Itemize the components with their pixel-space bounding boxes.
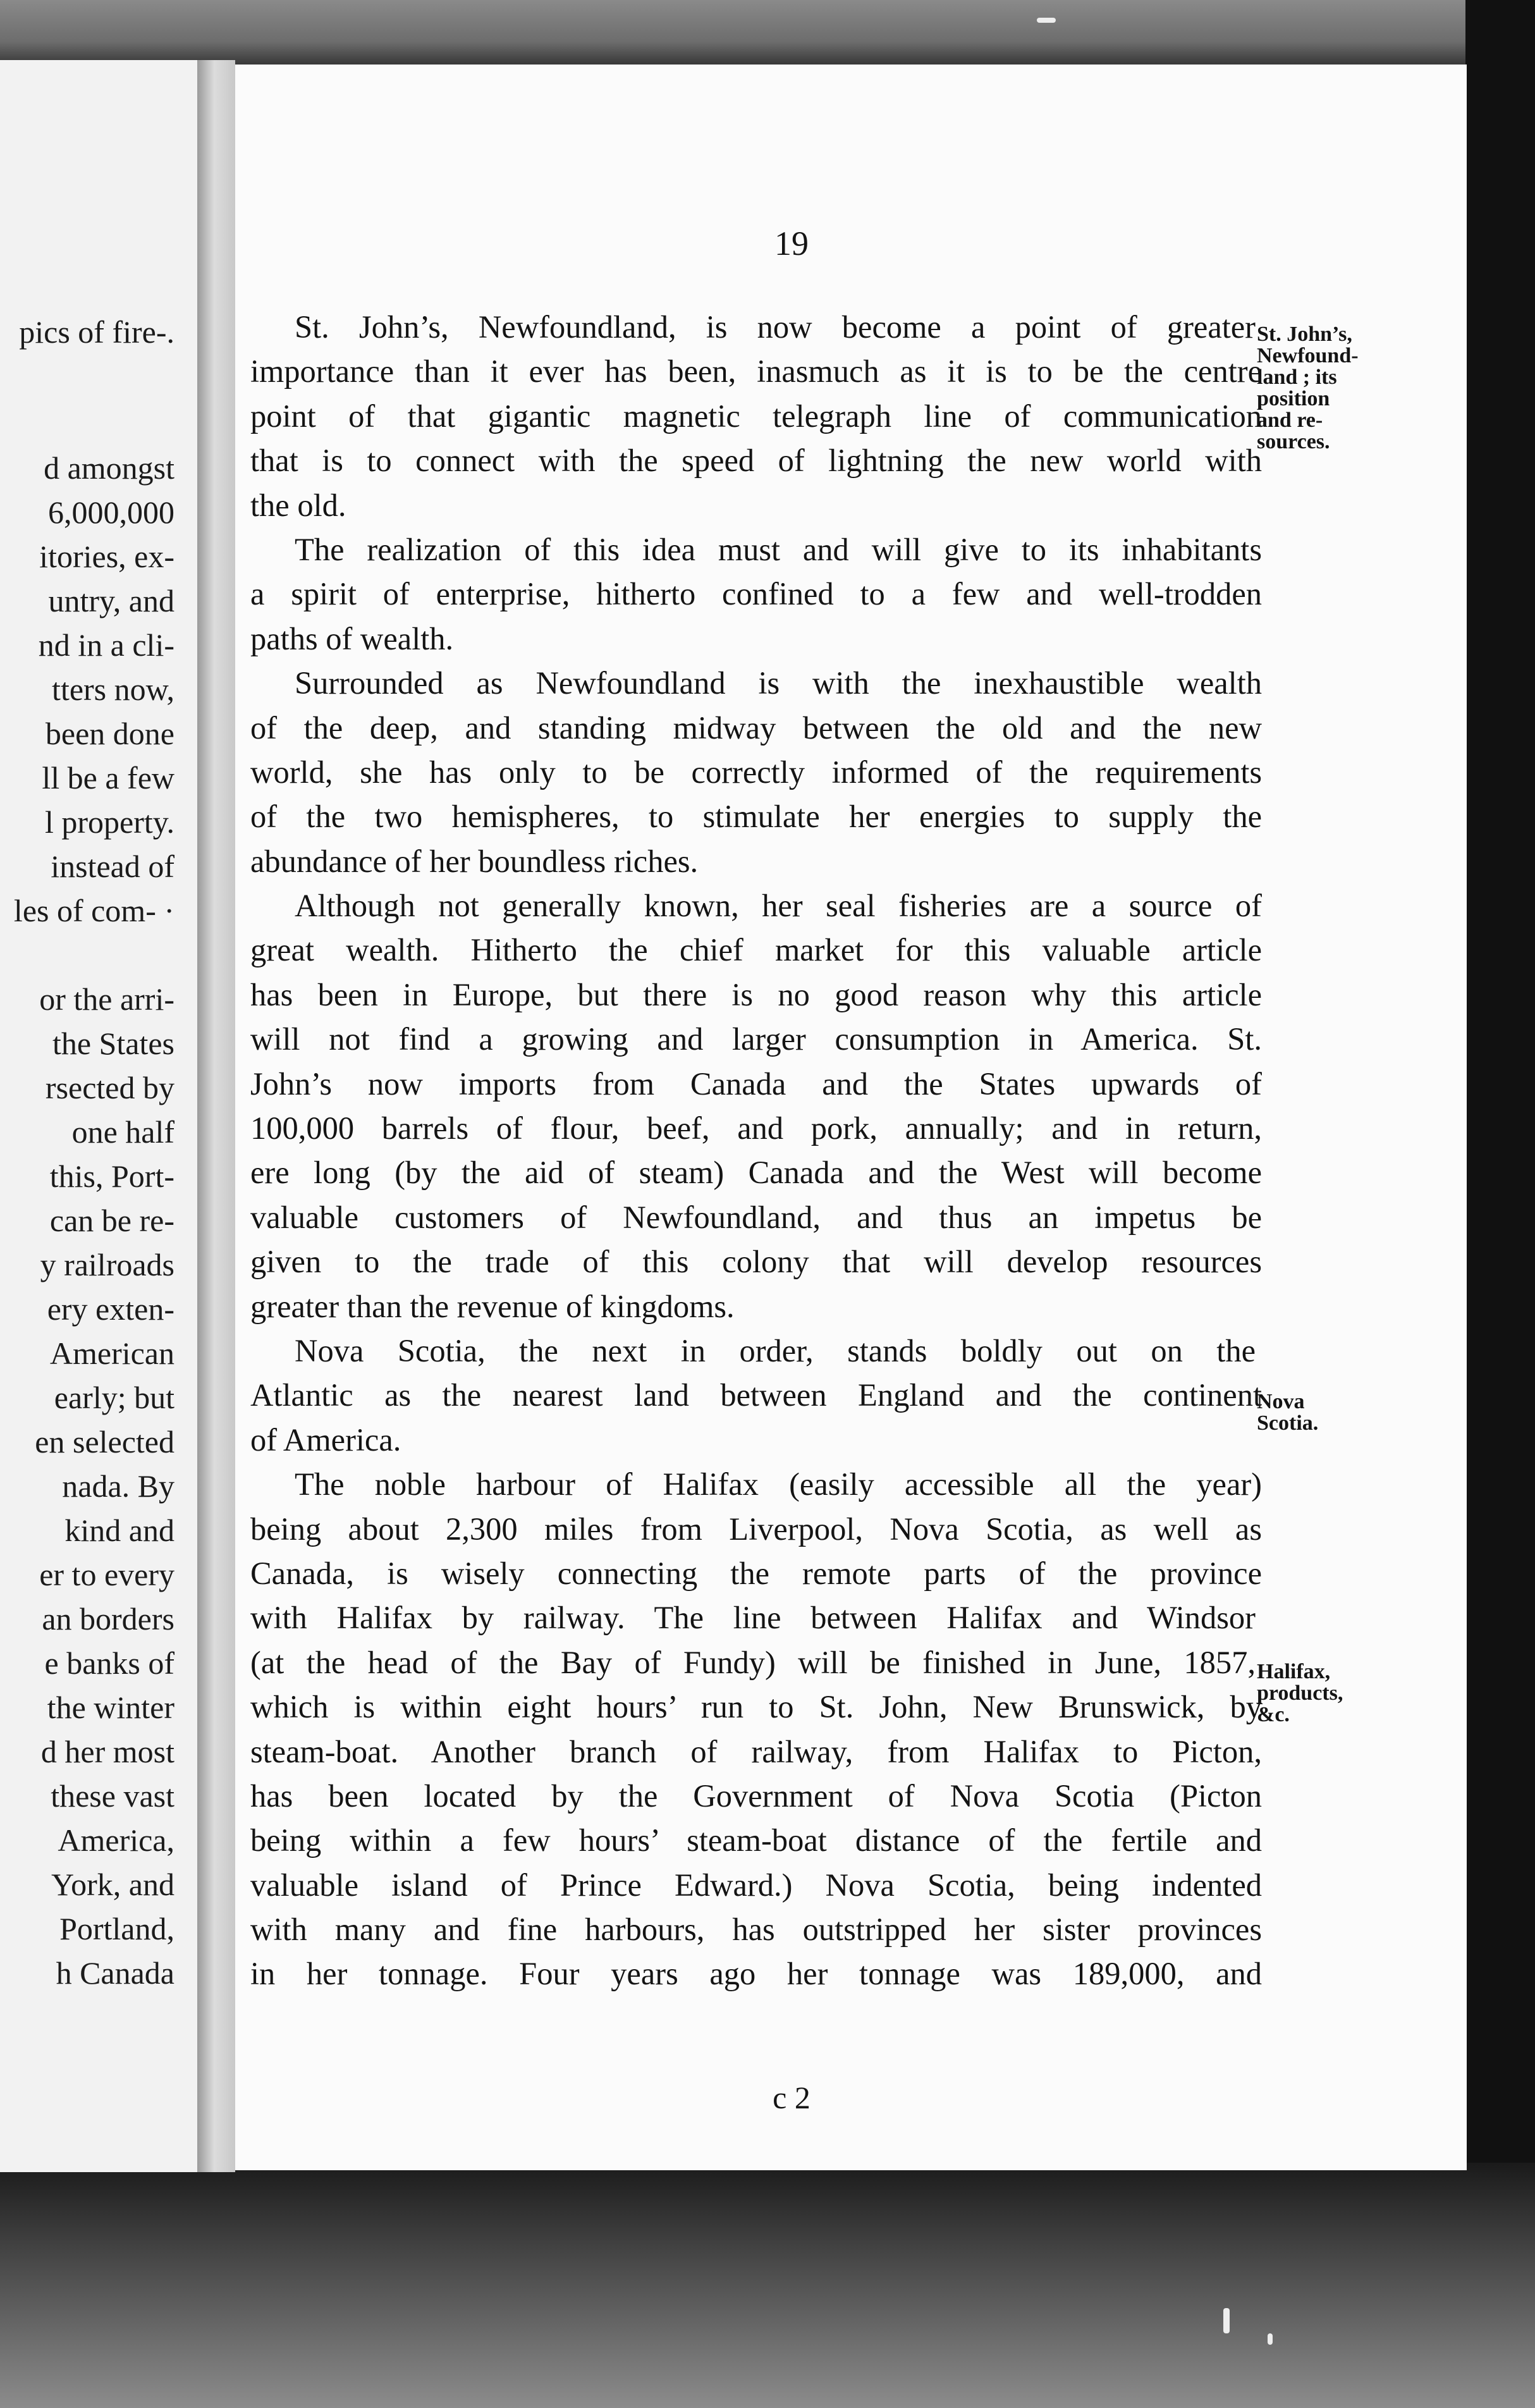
body-line: greater than the revenue of kingdoms. — [250, 1288, 735, 1324]
body-line: the old. — [250, 487, 346, 523]
facing-page-line: les of com- · — [13, 893, 174, 928]
body-line: Atlantic as the nearest land between England and the continent — [250, 1377, 1262, 1413]
body-text — [250, 305, 1262, 1996]
side-note-line: &c. — [1257, 1703, 1290, 1726]
body-line: importance than it ever has been, inasmuch as it is to be the centre — [250, 353, 1262, 390]
body-line: 100,000 barrels of flour, beef, and pork, annually; and in return, — [250, 1110, 1262, 1146]
side-note-st-johns — [1257, 324, 1396, 453]
scan-speck — [1268, 2333, 1273, 2345]
facing-page-line: this, Port- — [49, 1158, 174, 1194]
body-line: paths of wealth. — [250, 620, 454, 656]
scan-background-bottom — [0, 2163, 1535, 2408]
facing-page-line: rsected by — [45, 1070, 174, 1105]
body-line: steam-boat. Another branch of railway, from Halifax to Picton, — [250, 1733, 1262, 1769]
scan-speck — [1223, 2308, 1230, 2333]
body-line: has been in Europe, but there is no good reason why this article — [250, 976, 1262, 1012]
body-line: Although not generally known, her seal fisheries are a source of — [295, 888, 1262, 924]
body-line: of America. — [250, 1422, 401, 1458]
body-line: that is to connect with the speed of lightning the new world with — [250, 443, 1262, 479]
signature-mark: c 2 — [773, 2080, 810, 2115]
body-line: with many and fine harbours, has outstripped her sister provinces — [250, 1912, 1262, 1948]
body-line: given to the trade of this colony that will develop resources — [250, 1244, 1262, 1280]
facing-page-line: been done — [45, 716, 174, 751]
facing-page-line: one half — [71, 1114, 174, 1150]
body-line: which is within eight hours’ run to St. John, New Brunswick, by — [250, 1689, 1262, 1725]
scan-background-top — [0, 0, 1535, 70]
facing-page-line: York, and — [51, 1867, 174, 1902]
side-note-line: Nova — [1257, 1390, 1305, 1413]
facing-page-line: early; but — [54, 1380, 174, 1415]
facing-page-line: an borders — [42, 1601, 174, 1637]
body-line: with Halifax by railway. The line between Halifax and Windsor — [250, 1600, 1256, 1636]
facing-page-line: untry, and — [48, 583, 174, 618]
side-note-line: Scotia. — [1257, 1411, 1319, 1435]
body-line: being within a few hours’ steam-boat distance of the fertile and — [250, 1822, 1262, 1858]
facing-page-line: d her most — [40, 1734, 174, 1769]
body-line: abundance of her boundless riches. — [250, 843, 699, 879]
book-page — [235, 64, 1467, 2170]
side-note-line: Halifax, — [1257, 1660, 1331, 1683]
facing-page-line: e banks of — [44, 1645, 174, 1681]
body-line: being about 2,300 miles from Liverpool, Nova Scotia, as well as — [250, 1511, 1262, 1547]
side-note-line: and re- — [1257, 408, 1323, 432]
facing-page-line: American — [49, 1336, 174, 1371]
side-note-line: sources. — [1257, 430, 1330, 453]
facing-page-fragment — [0, 60, 200, 2172]
facing-page-line: these vast — [51, 1778, 174, 1814]
facing-page-line: the winter — [47, 1690, 174, 1725]
facing-page-line: instead of — [51, 849, 174, 884]
body-line: has been located by the Government of Nova Scotia (Picton — [250, 1778, 1262, 1814]
facing-page-line: can be re- — [49, 1203, 174, 1238]
body-line: great wealth. Hitherto the chief market for this valuable article — [250, 932, 1262, 968]
side-note-line: Newfound- — [1257, 344, 1359, 367]
side-note-line: land ; its — [1257, 366, 1337, 389]
body-line: St. John’s, Newfoundland, is now become a point of greater — [295, 309, 1256, 345]
body-line: The noble harbour of Halifax (easily accessible all the year) — [295, 1466, 1262, 1502]
facing-page-line: nada. By — [62, 1468, 174, 1504]
facing-page-line: tters now, — [52, 672, 174, 707]
book-gutter — [197, 60, 235, 2172]
body-line: (at the head of the Bay of Fundy) will be finished in June, 1857, — [250, 1644, 1256, 1680]
body-line: a spirit of enterprise, hitherto confined to a few and well-trodden — [250, 576, 1262, 612]
body-line: will not find a growing and larger consumption in America. St. — [250, 1021, 1262, 1057]
body-line: The realization of this idea must and will give to its inhabitants — [295, 531, 1262, 567]
scan-speck — [1037, 18, 1056, 23]
facing-page-line: ll be a few — [42, 760, 174, 796]
body-line: Surrounded as Newfoundland is with the inexhaustible wealth — [295, 665, 1262, 701]
facing-page-line: en selected — [35, 1424, 174, 1459]
scan-background-right — [1465, 0, 1535, 2408]
page-number: 19 — [774, 224, 809, 262]
body-line: in her tonnage. Four years ago her tonnage was 189,000, and — [250, 1956, 1262, 1992]
facing-page-line: h Canada — [56, 1955, 174, 1991]
facing-page-line: er to every — [39, 1557, 174, 1592]
body-line: Canada, is wisely connecting the remote parts of the province — [250, 1555, 1262, 1591]
facing-page-line: l property. — [44, 804, 174, 840]
body-line: John’s now imports from Canada and the States upwards of — [250, 1066, 1262, 1102]
side-note-line: products, — [1257, 1681, 1343, 1705]
facing-page-line: America, — [58, 1822, 174, 1858]
body-line: valuable customers of Newfoundland, and thus an impetus be — [250, 1199, 1262, 1235]
facing-page-line: d amongst — [44, 450, 174, 486]
body-line: Nova Scotia, the next in order, stands boldly out on the — [295, 1332, 1256, 1368]
side-note-halifax — [1257, 1661, 1396, 1726]
body-line: point of that gigantic magnetic telegraph line of communication — [250, 398, 1262, 434]
body-line: of the two hemispheres, to stimulate her energies to supply the — [250, 799, 1262, 835]
body-line: of the deep, and standing midway between the old and the new — [250, 710, 1262, 746]
facing-page-line: the States — [52, 1026, 174, 1061]
facing-page-line: 6,000,000 — [48, 494, 174, 530]
facing-page-line: ery exten- — [47, 1291, 174, 1327]
facing-page-line: nd in a cli- — [38, 627, 174, 663]
facing-page-line: itories, ex- — [39, 539, 174, 574]
body-line: valuable island of Prince Edward.) Nova Scotia, being indented — [250, 1867, 1262, 1903]
facing-page-line: Portland, — [59, 1911, 174, 1946]
facing-page-line: pics of fire-. — [19, 314, 174, 350]
body-line: ere long (by the aid of steam) Canada and the West will become — [250, 1155, 1262, 1191]
side-note-line: position — [1257, 387, 1330, 410]
side-note-nova-scotia — [1257, 1391, 1396, 1434]
facing-page-line: or the arri- — [39, 981, 174, 1017]
facing-page-line: y railroads — [40, 1247, 174, 1282]
body-line: world, she has only to be correctly informed of the requirements — [250, 754, 1262, 790]
side-note-line: St. John’s, — [1257, 322, 1352, 346]
facing-page-line: kind and — [64, 1513, 174, 1548]
